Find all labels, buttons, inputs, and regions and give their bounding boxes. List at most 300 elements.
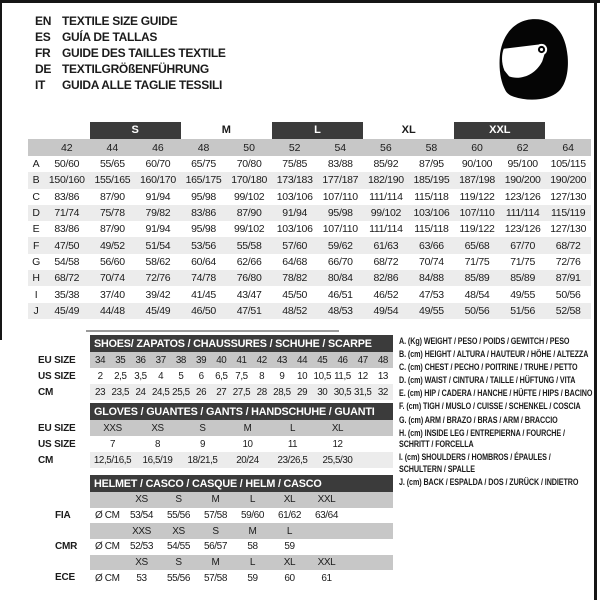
size-cell: 44 xyxy=(297,354,308,366)
size-cell: 44/48 xyxy=(99,304,125,317)
size-band-row xyxy=(28,121,591,139)
size-cell: 68/72 xyxy=(373,255,399,268)
size-cell: 26 xyxy=(196,386,207,398)
size-cell: 10 xyxy=(242,438,253,450)
size-cell: 85/89 xyxy=(464,272,490,285)
size-cell: 48/53 xyxy=(327,304,353,317)
measurement-row xyxy=(28,270,591,286)
shoes-table-title: SHOES/ ZAPATOS / CHAUSSURES / SCHUHE / SCARPE xyxy=(90,335,393,352)
language-code: IT xyxy=(35,78,46,92)
size-cell: 3,5 xyxy=(134,370,147,382)
gloves-cm-row xyxy=(90,452,393,468)
language-row xyxy=(35,77,226,93)
size-column-header: 42 xyxy=(60,141,73,154)
size-cell: 61/62 xyxy=(277,510,302,522)
size-cell: 51/54 xyxy=(145,239,171,252)
size-cell: XS xyxy=(151,422,164,434)
size-cell: 12 xyxy=(332,438,343,450)
size-cell: 16,5/19 xyxy=(142,454,173,466)
shoes-us-row xyxy=(90,368,393,384)
size-cell: 41/45 xyxy=(191,288,216,301)
size-column-header: 44 xyxy=(106,141,119,154)
size-cell: 23,5 xyxy=(111,386,130,398)
language-row xyxy=(35,29,226,45)
size-cell: 46/50 xyxy=(191,304,216,317)
ece-standard-label: ECE xyxy=(55,571,75,583)
size-cell: 39/42 xyxy=(145,288,171,301)
language-title: GUIDE DES TAILLES TEXTILE xyxy=(62,46,226,60)
size-cell: 127/130 xyxy=(550,223,587,236)
size-cell: 75/85 xyxy=(282,158,308,171)
size-cell: 48/52 xyxy=(282,304,308,317)
diameter-label: Ø CM xyxy=(95,510,120,522)
size-cell: 40 xyxy=(216,354,227,366)
row-letter: H xyxy=(32,272,40,285)
size-cell: 46/51 xyxy=(327,288,353,301)
size-cell: 70/74 xyxy=(99,272,125,285)
size-cell: 72/76 xyxy=(555,255,581,268)
language-title: GUIDA ALLE TAGLIE TESSILI xyxy=(62,78,223,92)
size-cell: 56/60 xyxy=(99,255,125,268)
size-cell: 53 xyxy=(136,572,147,584)
size-cell: 4 xyxy=(158,370,164,382)
size-cell: 30,5 xyxy=(333,386,352,398)
language-row xyxy=(35,13,226,29)
page-frame-right xyxy=(594,0,597,600)
size-cell: 32 xyxy=(377,386,388,398)
size-cell: 107/110 xyxy=(322,223,358,236)
size-cell: 111/114 xyxy=(369,190,403,203)
size-cell: 58 xyxy=(247,541,258,553)
size-cell: 35 xyxy=(115,354,126,366)
measurement-row xyxy=(28,221,591,237)
row-letter: G xyxy=(32,255,40,268)
size-cell: 52/53 xyxy=(129,541,154,553)
size-cell: 71/75 xyxy=(464,255,490,268)
helmet-size-row xyxy=(90,492,393,508)
size-cell: 54/58 xyxy=(54,255,80,268)
size-cell: XS xyxy=(172,525,185,537)
size-cell: 55/56 xyxy=(166,572,191,584)
row-letter: J xyxy=(33,304,39,317)
legend-item: I. (cm) SHOULDERS / HOMBROS / ÉPAULES / SCHULTERN / SPALLE xyxy=(399,452,551,474)
helmet-value-row xyxy=(90,570,393,586)
helmet-table-title: HELMET / CASCO / CASQUE / HELM / CASCO xyxy=(90,475,393,492)
shoes-cm-label: CM xyxy=(38,386,54,398)
size-cell: 23 xyxy=(95,386,106,398)
size-cell: 105/115 xyxy=(550,158,586,171)
language-title: TEXTILGRÖßENFÜHRUNG xyxy=(62,62,209,76)
measurement-row xyxy=(28,237,591,253)
size-cell: 27 xyxy=(216,386,227,398)
size-cell: M xyxy=(243,422,252,434)
size-column-header: 48 xyxy=(197,141,210,154)
size-cell: 87/90 xyxy=(99,190,125,203)
size-cell: 25,5/30 xyxy=(322,454,353,466)
size-cell: 39 xyxy=(196,354,207,366)
page-frame-left xyxy=(0,0,2,340)
size-cell: 59 xyxy=(284,541,295,553)
row-letter: F xyxy=(32,239,40,252)
measurement-row xyxy=(28,172,591,188)
size-column-header: 52 xyxy=(288,141,301,154)
size-cell: 67/70 xyxy=(510,239,535,252)
size-cell: 31,5 xyxy=(353,386,372,398)
size-cell: 95/98 xyxy=(327,207,353,220)
size-cell: 65/68 xyxy=(464,239,490,252)
size-cell: 59 xyxy=(247,572,258,584)
gloves-eu-size-label: EU SIZE xyxy=(38,422,76,434)
size-cell: 53/56 xyxy=(191,239,216,252)
size-cell: 62/66 xyxy=(236,255,262,268)
size-cell: 56/57 xyxy=(203,541,228,553)
size-cell: 74/78 xyxy=(191,272,216,285)
size-cell: 95/100 xyxy=(507,158,538,171)
measurement-row xyxy=(28,156,591,172)
size-cell: 99/102 xyxy=(233,223,265,236)
shoes-us-size-label: US SIZE xyxy=(38,370,76,382)
size-cell: 7,5 xyxy=(235,370,248,382)
size-cell: 52/58 xyxy=(555,304,581,317)
size-cell: 48/54 xyxy=(464,288,490,301)
size-cell: 18/21,5 xyxy=(187,454,218,466)
row-letter: E xyxy=(32,223,40,236)
size-cell: 38 xyxy=(175,354,186,366)
size-cell: 68/72 xyxy=(54,272,80,285)
measurement-row xyxy=(28,286,591,302)
size-cell: XL xyxy=(331,422,344,434)
size-cell: XL xyxy=(283,557,296,569)
helmet-value-row xyxy=(90,508,393,524)
size-cell: 83/88 xyxy=(327,158,353,171)
size-cell: 63/66 xyxy=(419,239,444,252)
legend-item: F. (cm) TIGH / MUSLO / CUISSE / SCHENKEL / COSCIA xyxy=(399,401,581,412)
size-cell: 155/165 xyxy=(94,174,131,187)
row-letter: C xyxy=(32,190,40,203)
size-cell: 103/106 xyxy=(276,190,313,203)
size-cell: 82/86 xyxy=(373,272,399,285)
size-cell: 9 xyxy=(279,370,285,382)
size-cell: 37 xyxy=(155,354,166,366)
size-column-header: 62 xyxy=(516,141,529,154)
size-cell: 182/190 xyxy=(367,174,404,187)
size-column-header: 54 xyxy=(334,141,347,154)
size-cell: 177/187 xyxy=(322,174,359,187)
size-column-header: 56 xyxy=(380,141,392,154)
size-cell: 2,5 xyxy=(114,370,127,382)
legend-item: D. (cm) WAIST / CINTURA / TAILLE / HÜFTUNG / VITA xyxy=(399,375,576,386)
size-cell: 83/86 xyxy=(54,190,80,203)
size-cell: 50/60 xyxy=(54,158,80,171)
size-cell: 111/114 xyxy=(369,223,403,236)
size-cell: XS xyxy=(135,494,148,506)
row-letter: I xyxy=(34,288,38,301)
size-cell: 53/54 xyxy=(129,510,154,522)
size-cell: M xyxy=(248,525,257,537)
measurement-row xyxy=(28,189,591,205)
helmet-icon xyxy=(492,15,570,109)
size-cell: L xyxy=(289,422,296,434)
size-cell: 85/89 xyxy=(510,272,535,285)
size-cell: 84/88 xyxy=(419,272,444,285)
size-cell: 57/58 xyxy=(203,572,228,584)
size-cell: 24 xyxy=(135,386,146,398)
size-band-m: M xyxy=(221,124,231,136)
language-code: ES xyxy=(35,30,51,44)
size-cell: 6 xyxy=(198,370,204,382)
size-cell: 41 xyxy=(236,354,247,366)
size-cell: 99/102 xyxy=(233,190,265,203)
size-cell: 71/75 xyxy=(510,255,535,268)
size-cell: 50/56 xyxy=(555,288,581,301)
size-cell: 46/52 xyxy=(373,288,399,301)
size-cell: 55/56 xyxy=(166,510,191,522)
size-cell: 2 xyxy=(97,370,103,382)
size-band-s: S xyxy=(90,122,181,139)
size-cell: 61 xyxy=(321,572,332,584)
size-column-header: 60 xyxy=(471,141,483,154)
legend-item: B. (cm) HEIGHT / ALTURA / HAUTEUR / HÖHE / ALTEZZA xyxy=(399,349,589,360)
measurement-row xyxy=(28,254,591,270)
size-cell: XXL xyxy=(317,494,336,506)
size-cell: XXL xyxy=(317,557,336,569)
diameter-label: Ø CM xyxy=(95,541,120,553)
size-cell: 71/74 xyxy=(54,207,80,220)
size-cell: 68/72 xyxy=(555,239,581,252)
size-cell: 20/24 xyxy=(236,454,259,466)
size-cell: 11,5 xyxy=(334,370,351,382)
size-cell: 87/90 xyxy=(99,223,125,236)
helmet-value-row xyxy=(90,539,393,555)
size-cell: 61/63 xyxy=(373,239,399,252)
language-code: FR xyxy=(35,46,51,60)
gloves-table-title: GLOVES / GUANTES / GANTS / HANDSCHUHE / GUANTI xyxy=(90,403,393,420)
legend-item: A. (Kg) WEIGHT / PESO / POIDS / GEWITCH / PESO xyxy=(399,336,570,346)
size-cell: L xyxy=(286,525,293,537)
size-cell: 95/98 xyxy=(191,223,216,236)
size-cell: 34 xyxy=(95,354,106,366)
legend-item: E. (cm) HIP / CADERA / HANCHE / HÜFTE / HIPS / BACINO xyxy=(399,388,593,399)
legend-item: G. (cm) ARM / BRAZO / BRAS / ARM / BRACCIO xyxy=(399,414,558,425)
size-cell: 47 xyxy=(357,354,368,366)
size-cell: 165/175 xyxy=(185,174,222,187)
size-cell: 57/58 xyxy=(203,510,228,522)
size-cell: 42 xyxy=(256,354,267,366)
language-title: TEXTILE SIZE GUIDE xyxy=(62,14,178,28)
size-cell: 28,5 xyxy=(273,386,291,398)
size-cell: M xyxy=(211,557,220,569)
size-cell: 99/102 xyxy=(370,207,402,220)
size-cell: 8 xyxy=(259,370,265,382)
size-cell: 24,5 xyxy=(151,386,170,398)
size-cell: 45/49 xyxy=(145,304,171,317)
size-cell: 123/126 xyxy=(504,190,541,203)
size-band-xxl: XXL xyxy=(454,122,545,139)
size-cell: 27,5 xyxy=(232,386,251,398)
textile-size-table xyxy=(28,121,591,319)
size-cell: XXS xyxy=(132,525,151,537)
shoes-cm-row xyxy=(90,384,393,400)
size-cell: 7 xyxy=(109,438,116,450)
size-cell: S xyxy=(175,494,182,506)
section-divider xyxy=(86,330,339,332)
size-column-header: 50 xyxy=(243,141,255,154)
size-cell: 59/62 xyxy=(327,239,353,252)
size-cell: 83/86 xyxy=(54,223,80,236)
row-letter: D xyxy=(32,207,40,220)
size-cell: 66/70 xyxy=(327,255,353,268)
size-cell: 29 xyxy=(297,386,308,398)
measurement-row xyxy=(28,303,591,319)
size-cell: 25,5 xyxy=(172,386,190,398)
size-cell: 78/82 xyxy=(282,272,308,285)
size-cell: 63/64 xyxy=(314,510,339,522)
language-title: GUÍA DE TALLAS xyxy=(62,30,158,44)
size-cell: 70/80 xyxy=(236,158,262,171)
size-cell: 173/183 xyxy=(276,174,313,187)
size-cell: 111/114 xyxy=(505,207,540,220)
cmr-standard-label: CMR xyxy=(55,540,78,552)
size-cell: 87/95 xyxy=(419,158,444,171)
size-cell: 9 xyxy=(199,438,206,450)
size-cell: 46 xyxy=(337,354,348,366)
size-cell: 170/180 xyxy=(231,174,268,187)
size-cell: 45 xyxy=(317,354,328,366)
size-cell: 107/110 xyxy=(322,190,358,203)
size-cell: XL xyxy=(283,494,296,506)
size-cell: 59/60 xyxy=(240,510,265,522)
size-cell: 57/60 xyxy=(282,239,308,252)
size-cell: 48 xyxy=(377,354,388,366)
size-column-header: 46 xyxy=(152,141,164,154)
size-cell: 11 xyxy=(287,438,298,450)
size-cell: 127/130 xyxy=(550,190,587,203)
size-cell: 187/198 xyxy=(459,174,495,187)
size-cell: 123/126 xyxy=(504,223,541,236)
size-cell: 80/84 xyxy=(327,272,353,285)
size-cell: 13 xyxy=(377,370,388,382)
fia-standard-label: FIA xyxy=(55,509,71,521)
size-cell: 55/65 xyxy=(99,158,125,171)
size-cell: 8 xyxy=(154,438,161,450)
helmet-table xyxy=(90,492,393,586)
size-column-header-row xyxy=(28,139,591,156)
size-cell: L xyxy=(249,494,256,506)
size-cell: 43 xyxy=(276,354,287,366)
size-cell: 28 xyxy=(256,386,267,398)
row-letter: A xyxy=(32,158,40,171)
gloves-table xyxy=(90,420,393,468)
size-cell: S xyxy=(199,422,206,434)
size-cell: L xyxy=(249,557,256,569)
page-frame-top xyxy=(0,0,600,3)
size-cell: 49/55 xyxy=(419,304,444,317)
size-cell: 91/94 xyxy=(145,190,171,203)
size-cell: 45/49 xyxy=(54,304,80,317)
size-cell: 64/68 xyxy=(282,255,308,268)
language-code: DE xyxy=(35,62,52,76)
size-cell: 70/74 xyxy=(419,255,444,268)
size-cell: 30 xyxy=(317,386,328,398)
size-cell: 83/86 xyxy=(191,207,216,220)
size-cell: 49/54 xyxy=(373,304,399,317)
size-cell: 60 xyxy=(284,572,295,584)
size-cell: 60/64 xyxy=(191,255,216,268)
size-cell: 45/50 xyxy=(282,288,308,301)
size-cell: 87/90 xyxy=(236,207,262,220)
gloves-cm-label: CM xyxy=(38,454,54,466)
size-cell: 65/75 xyxy=(191,158,216,171)
size-cell: XXS xyxy=(103,422,122,434)
legend-item: H. (cm) INSIDE LEG / ENTREPIERNA / FOURCHE / SCHRITT / FORCELLA xyxy=(399,427,565,450)
size-cell: 115/119 xyxy=(551,207,586,220)
size-cell: 103/106 xyxy=(413,207,450,220)
size-cell: 10,5 xyxy=(313,370,332,382)
size-cell: 91/94 xyxy=(145,223,171,236)
size-cell: S xyxy=(212,525,219,537)
size-cell: 35/38 xyxy=(54,288,80,301)
size-cell: 103/106 xyxy=(276,223,313,236)
helmet-size-row xyxy=(90,523,393,539)
measurement-legend xyxy=(399,336,596,490)
size-cell: 160/170 xyxy=(140,174,176,187)
size-cell: M xyxy=(211,494,220,506)
legend-item: C. (cm) CHEST / PECHO / POITRINE / TRUHE / PETTO xyxy=(399,362,578,373)
diameter-label: Ø CM xyxy=(95,572,120,584)
size-cell: 85/92 xyxy=(373,158,399,171)
size-cell: S xyxy=(175,557,182,569)
size-cell: 115/118 xyxy=(414,223,449,236)
language-code: EN xyxy=(35,14,52,28)
legend-item: J. (cm) BACK / ESPALDA / DOS / ZURÜCK / INDIETRO xyxy=(399,477,579,488)
gloves-us-row xyxy=(90,436,393,452)
size-cell: 43/47 xyxy=(236,288,262,301)
size-cell: 10 xyxy=(297,370,308,382)
size-cell: 49/55 xyxy=(510,288,535,301)
size-cell: 119/122 xyxy=(459,190,495,203)
size-cell: 107/110 xyxy=(459,207,495,220)
size-column-header: 64 xyxy=(562,141,575,154)
size-cell: 51/56 xyxy=(510,304,535,317)
size-cell: 58/62 xyxy=(145,255,171,268)
size-cell: 54/55 xyxy=(166,541,191,553)
size-cell: 50/56 xyxy=(464,304,490,317)
size-cell: 36 xyxy=(135,354,146,366)
shoes-table xyxy=(90,352,393,400)
gloves-eu-row xyxy=(90,420,393,436)
language-row xyxy=(35,45,226,61)
shoes-eu-size-label: EU SIZE xyxy=(38,354,76,366)
size-cell: 76/80 xyxy=(236,272,262,285)
size-cell: 91/94 xyxy=(282,207,308,220)
helmet-size-row xyxy=(90,555,393,571)
size-cell: 79/82 xyxy=(145,207,171,220)
size-cell: 47/51 xyxy=(236,304,262,317)
size-cell: 190/200 xyxy=(550,174,587,187)
size-cell: 87/91 xyxy=(555,272,581,285)
measurement-row xyxy=(28,205,591,221)
size-cell: 115/118 xyxy=(414,190,449,203)
size-cell: 95/98 xyxy=(191,190,216,203)
size-cell: 47/53 xyxy=(419,288,444,301)
size-cell: 90/100 xyxy=(461,158,493,171)
size-cell: 60/70 xyxy=(145,158,171,171)
size-cell: 12,5/16,5 xyxy=(93,454,132,466)
size-cell: 150/160 xyxy=(48,174,85,187)
size-cell: 49/52 xyxy=(99,239,125,252)
size-cell: 72/76 xyxy=(145,272,171,285)
size-column-header: 58 xyxy=(425,141,438,154)
